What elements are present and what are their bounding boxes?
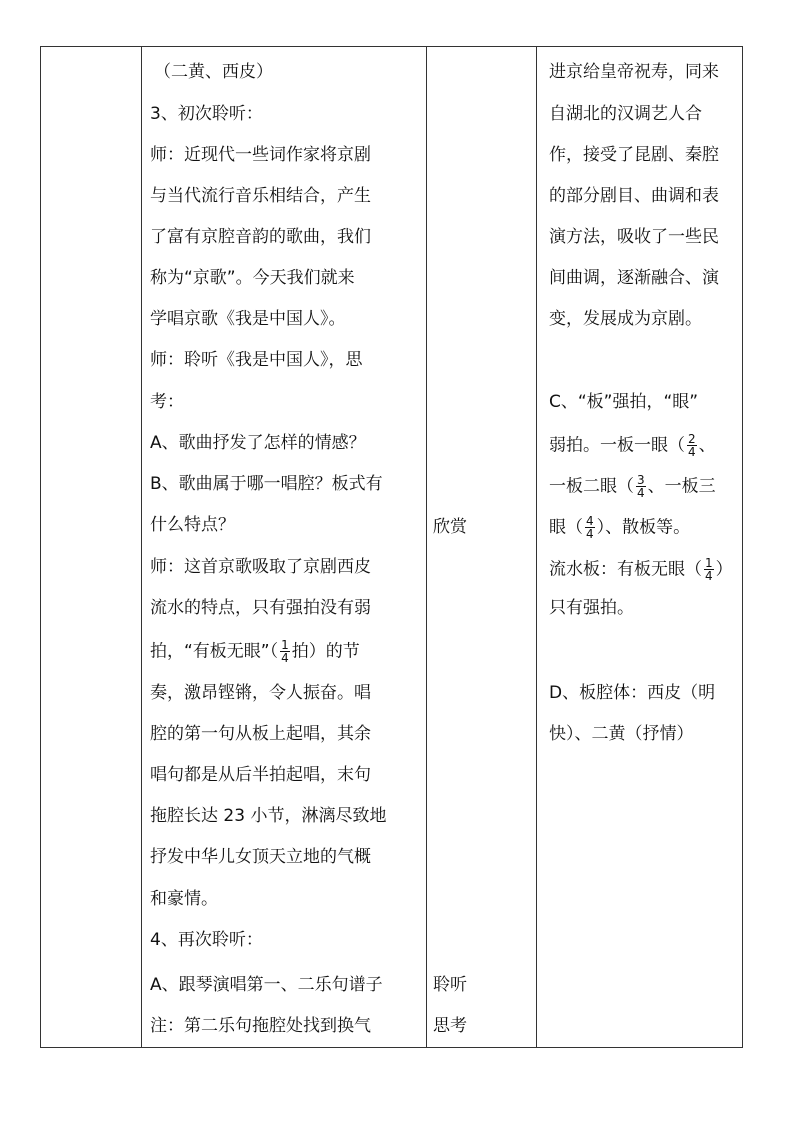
- text-line: 作，接受了昆剧、秦腔: [549, 145, 719, 165]
- fraction-numerator: 1: [281, 638, 289, 652]
- text-segment: 流水板：有板无眼（: [549, 559, 702, 580]
- text-line: 什么特点？: [150, 515, 235, 535]
- text-line: 自湖北的汉调艺人合: [549, 104, 702, 124]
- text-segment: 一板二眼（: [549, 476, 634, 497]
- text-line-with-fraction: [549, 514, 691, 541]
- column-divider: [536, 47, 537, 1047]
- text-line: 进京给皇帝祝寿，同来: [549, 62, 719, 82]
- text-segment: ）: [715, 559, 733, 580]
- text-line: 学唱京歌《我是中国人》。: [150, 309, 346, 329]
- text-line: 的部分剧目、曲调和表: [549, 186, 719, 206]
- text-line: 唱句都是从后半拍起唱，末句: [150, 765, 371, 785]
- fraction-numerator: 2: [688, 432, 696, 446]
- text-segment: 拍）的节: [291, 641, 360, 662]
- text-line-with-fraction: [549, 473, 716, 500]
- fraction-numerator: 3: [637, 473, 645, 487]
- fraction-numerator: 4: [586, 514, 594, 528]
- fraction-denominator: 4: [705, 569, 713, 583]
- text-line: C、“板”强拍，“眼”: [549, 392, 699, 412]
- lesson-table: [40, 46, 743, 1048]
- text-line: （二黄、西皮）: [154, 62, 273, 82]
- text-segment: 弱拍。一板一眼（: [549, 435, 685, 456]
- text-line: D、板腔体：西皮（明: [549, 683, 716, 703]
- fraction: [636, 474, 646, 499]
- text-line: B、歌曲属于哪一唱腔？板式有: [150, 474, 383, 494]
- text-line: 间曲调，逐渐融合、演: [549, 268, 719, 288]
- text-line: 只有强拍。: [549, 598, 634, 618]
- fraction-denominator: 4: [688, 445, 696, 459]
- fraction-denominator: 4: [637, 486, 645, 500]
- fraction-denominator: 4: [281, 651, 289, 665]
- activity-listen: 聆听: [433, 975, 467, 995]
- text-line: 称为“京歌”。今天我们就来: [150, 268, 355, 288]
- text-line: 流水的特点，只有强拍没有弱: [150, 598, 371, 618]
- column-divider: [426, 47, 427, 1047]
- text-segment: ）、散板等。: [596, 517, 691, 538]
- activity-think: 思考: [433, 1016, 467, 1036]
- fraction-denominator: 4: [586, 527, 594, 541]
- text-segment: 眼（: [549, 517, 583, 538]
- text-line: 考：: [150, 392, 184, 412]
- text-line: 演方法，吸收了一些民: [549, 227, 719, 247]
- activity-appreciate: 欣赏: [433, 517, 467, 537]
- text-line: 奏，激昂铿锵，令人振奋。唱: [150, 683, 371, 703]
- text-line: 快）、二黄（抒情）: [549, 724, 694, 744]
- text-segment: 拍，“有板无眼”（: [150, 641, 279, 662]
- text-line: 4、再次聆听：: [150, 930, 263, 950]
- text-line: 3、初次聆听：: [150, 104, 263, 124]
- text-line: 师：近现代一些词作家将京剧: [150, 145, 371, 165]
- text-line: 了富有京腔音韵的歌曲，我们: [150, 227, 371, 247]
- text-line: A、跟琴演唱第一、二乐句谱子: [150, 975, 383, 995]
- fraction-numerator: 1: [705, 556, 713, 570]
- fraction: [280, 639, 290, 664]
- text-line: 注：第二乐句拖腔处找到换气: [150, 1016, 371, 1036]
- text-segment: 、: [698, 435, 716, 456]
- text-line: 师：这首京歌吸取了京剧西皮: [150, 557, 371, 577]
- text-line: 腔的第一句从板上起唱，其余: [150, 724, 371, 744]
- text-line: 抒发中华儿女顶天立地的气概: [150, 847, 371, 867]
- text-line: 拖腔长达 23 小节，淋漓尽致地: [150, 806, 387, 826]
- column-divider: [141, 47, 142, 1047]
- text-line: 和豪情。: [150, 889, 218, 909]
- text-line: A、歌曲抒发了怎样的情感？: [150, 433, 366, 453]
- text-line: 变，发展成为京剧。: [549, 309, 702, 329]
- fraction: [704, 557, 714, 582]
- fraction: [585, 515, 595, 540]
- text-line-with-fraction: [549, 556, 733, 583]
- fraction: [687, 433, 697, 458]
- text-line: 师：聆听《我是中国人》，思: [150, 350, 363, 370]
- text-segment: 、一板三: [647, 476, 716, 497]
- text-line-with-fraction: [549, 432, 716, 459]
- text-line: 与当代流行音乐相结合，产生: [150, 186, 371, 206]
- text-line-with-fraction: [150, 638, 360, 665]
